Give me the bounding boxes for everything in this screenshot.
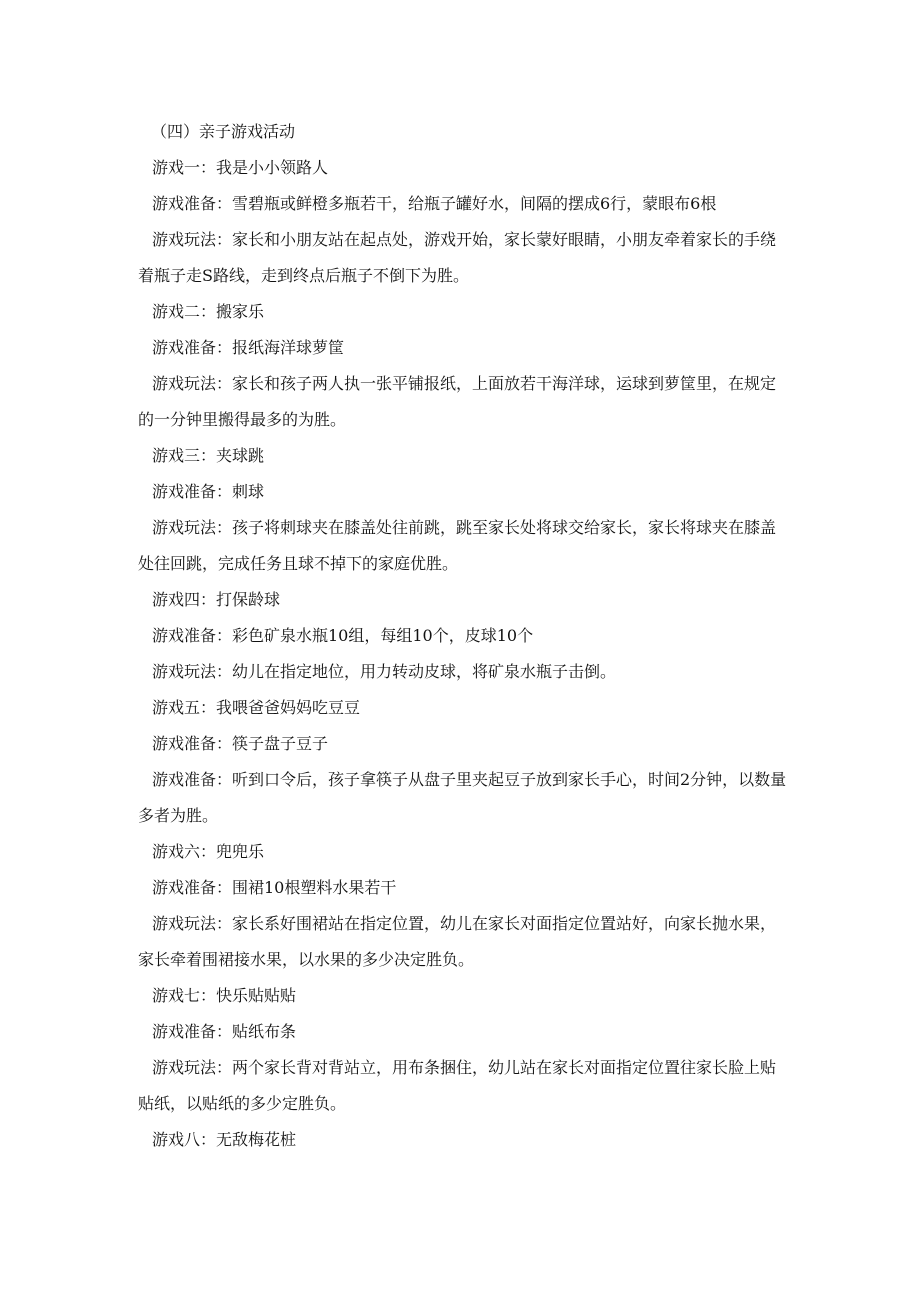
paragraph-game-5-rules: 游戏准备：听到口令后，孩子拿筷子从盘子里夹起豆子放到家长手心，时间2分钟，以数量多者为胜。 xyxy=(138,770,787,825)
paragraph-game-8-title: 游戏八：无敌梅花桩 xyxy=(152,1130,297,1149)
paragraph-game-2-prep: 游戏准备：报纸海洋球萝筐 xyxy=(152,338,345,357)
paragraph-game-2-title: 游戏二：搬家乐 xyxy=(152,302,265,321)
paragraph-game-6-title: 游戏六：兜兜乐 xyxy=(152,842,265,861)
paragraph-game-4-rules: 游戏玩法：幼儿在指定地位，用力转动皮球，将矿泉水瓶子击倒。 xyxy=(152,662,617,681)
paragraph-game-6-rules: 游戏玩法：家长系好围裙站在指定位置，幼儿在家长对面指定位置站好，向家长抛水果，家长牵着围裙接水果，以水果的多少决定胜负。 xyxy=(138,914,777,969)
paragraph-game-1-prep: 游戏准备：雪碧瓶或鲜橙多瓶若干，给瓶子罐好水，间隔的摆成6行，蒙眼布6根 xyxy=(152,194,717,213)
paragraph-game-3-rules: 游戏玩法：孩子将刺球夹在膝盖处往前跳，跳至家长处将球交给家长，家长将球夹在膝盖处往回跳，完成任务且球不掉下的家庭优胜。 xyxy=(138,518,777,573)
paragraph-game-6-prep: 游戏准备：围裙10根塑料水果若干 xyxy=(152,878,397,897)
paragraph-game-5-title: 游戏五：我喂爸爸妈妈吃豆豆 xyxy=(152,698,361,717)
paragraph-game-1-title: 游戏一：我是小小领路人 xyxy=(152,158,329,177)
paragraph-game-5-prep: 游戏准备：筷子盘子豆子 xyxy=(152,734,329,753)
paragraph-game-4-title: 游戏四：打保龄球 xyxy=(152,590,281,609)
paragraph-game-3-prep: 游戏准备：刺球 xyxy=(152,482,265,501)
paragraph-game-1-rules: 游戏玩法：家长和小朋友站在起点处，游戏开始，家长蒙好眼睛，小朋友牵着家长的手绕着瓶子走S路线，走到终点后瓶子不倒下为胜。 xyxy=(138,230,777,285)
paragraph-game-2-rules: 游戏玩法：家长和孩子两人执一张平铺报纸，上面放若干海洋球，运球到萝筐里，在规定的一分钟里搬得最多的为胜。 xyxy=(138,374,777,429)
paragraph-game-4-prep: 游戏准备：彩色矿泉水瓶10组，每组10个，皮球10个 xyxy=(152,626,534,645)
paragraph-game-7-rules: 游戏玩法：两个家长背对背站立，用布条捆住，幼儿站在家长对面指定位置往家长脸上贴贴纸，以贴纸的多少定胜负。 xyxy=(138,1058,777,1113)
document-body xyxy=(138,114,788,1158)
paragraph-game-7-prep: 游戏准备：贴纸布条 xyxy=(152,1022,297,1041)
section-title: （四）亲子游戏活动 xyxy=(151,122,296,141)
paragraph-game-7-title: 游戏七：快乐贴贴贴 xyxy=(152,986,297,1005)
paragraph-game-3-title: 游戏三：夹球跳 xyxy=(152,446,265,465)
